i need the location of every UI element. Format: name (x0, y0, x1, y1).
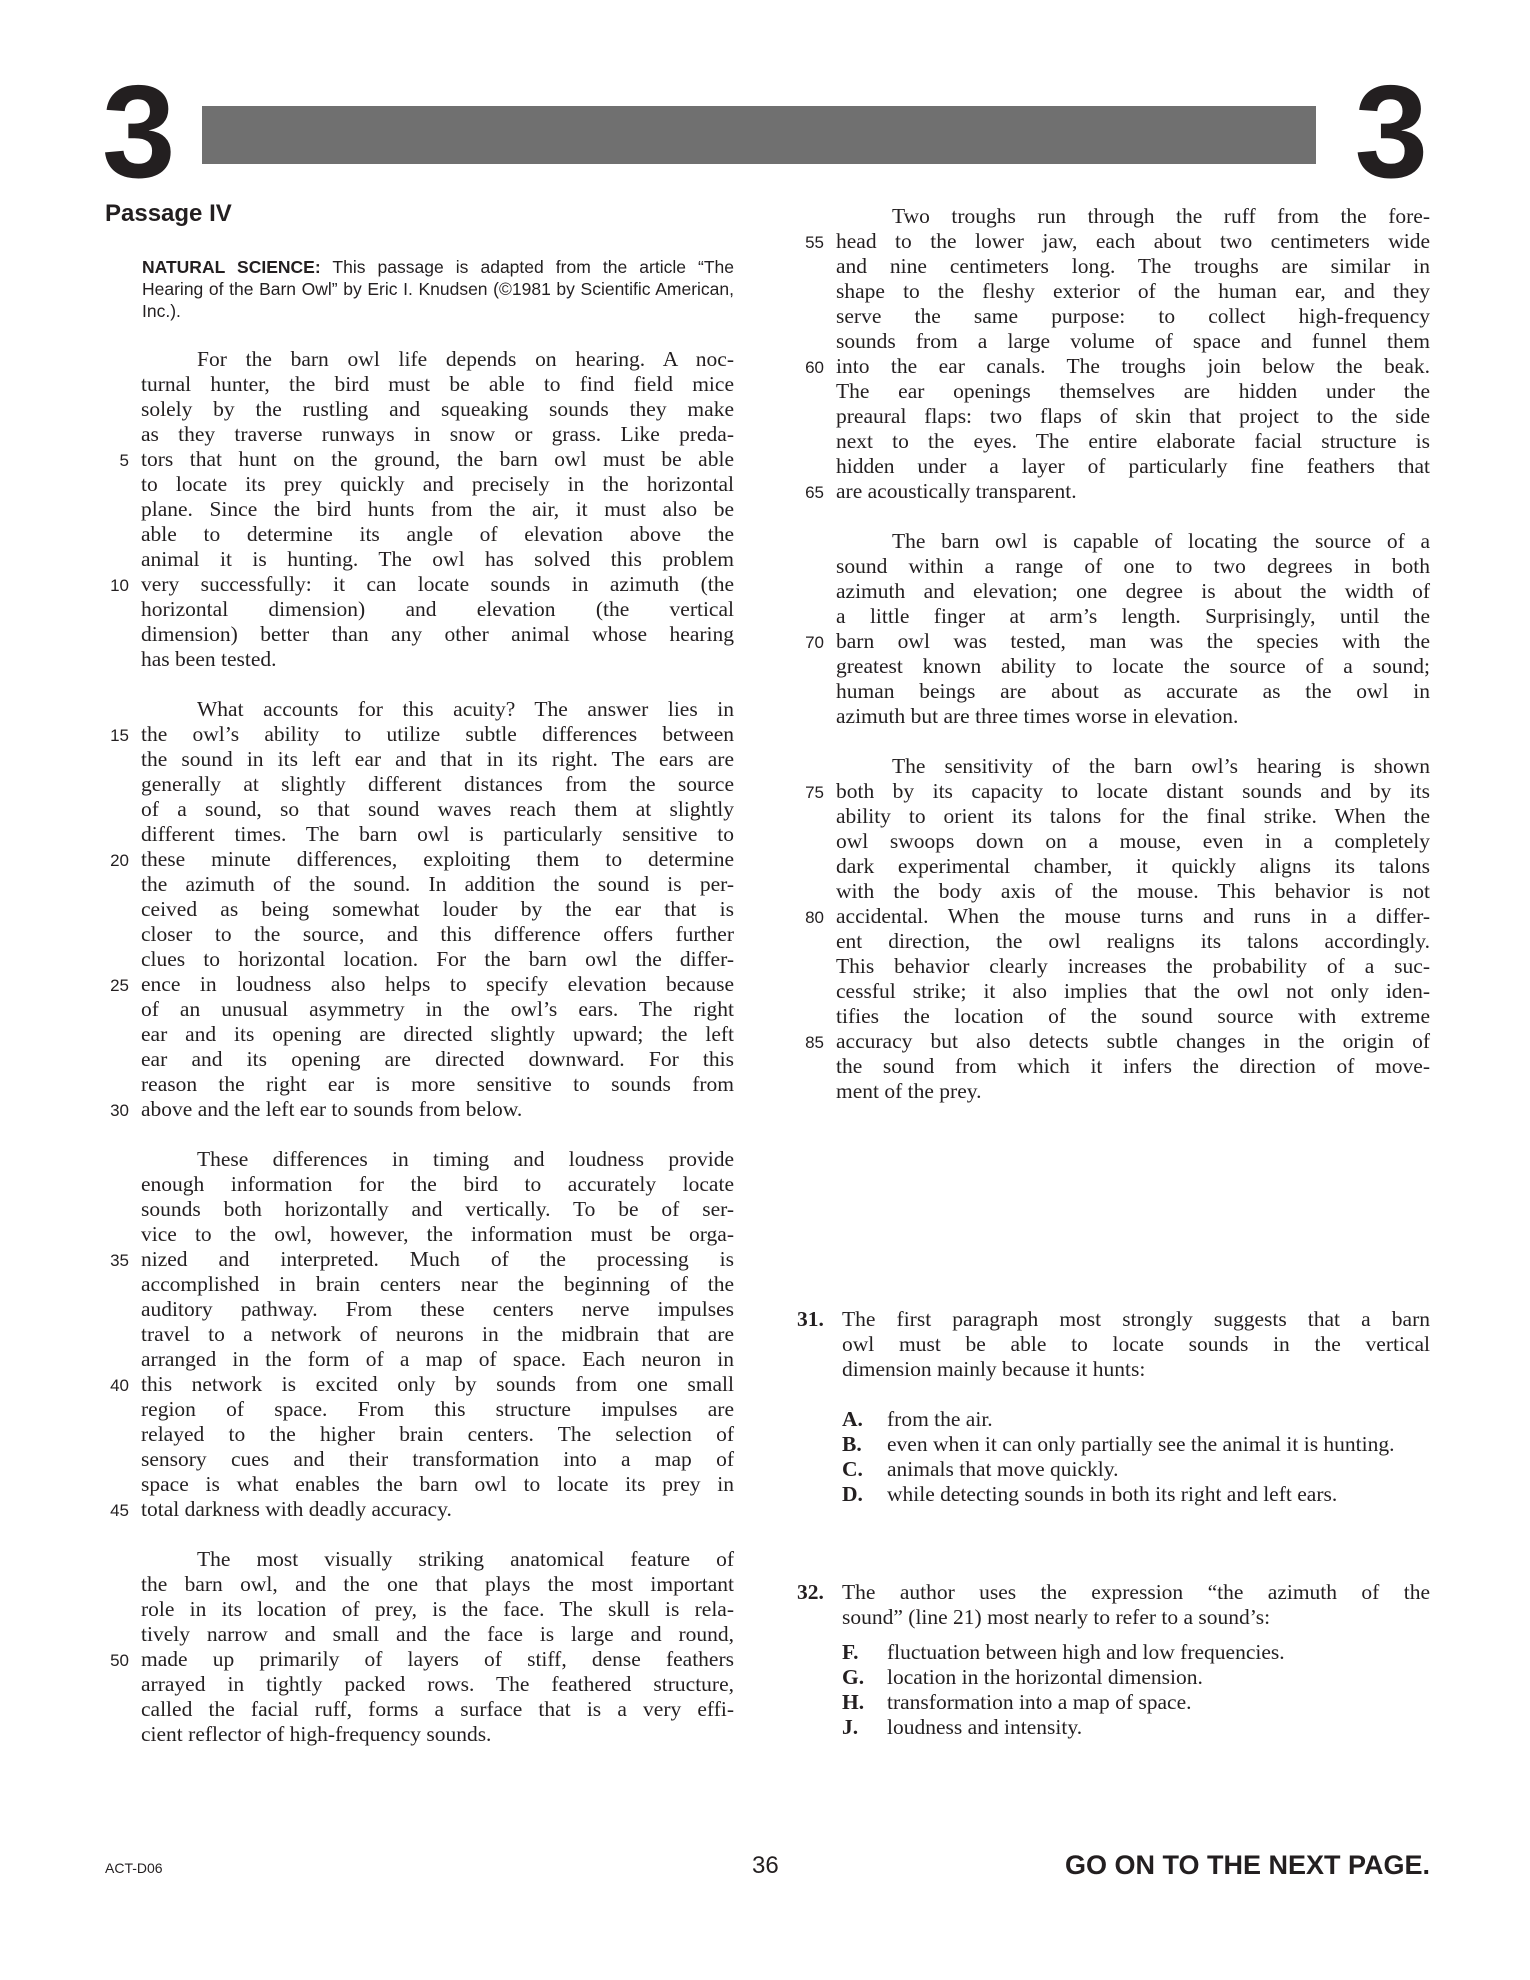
intro-label: NATURAL SCIENCE: (142, 257, 321, 277)
line-text: This behavior clearly increases the probability of a suc- (836, 954, 1430, 978)
line-number: 10 (110, 576, 129, 595)
line-number: 25 (110, 976, 129, 995)
passage-line (141, 1272, 734, 1297)
passage-line (141, 472, 734, 497)
passage-line (110, 1097, 734, 1122)
passage-line (141, 1047, 734, 1072)
line-text: a little finger at arm’s length. Surprisingly, until the (836, 604, 1430, 628)
line-text: different times. The barn owl is particularly sensitive to (141, 822, 734, 846)
line-text: The ear openings themselves are hidden under the (836, 379, 1430, 403)
line-text: sounds both horizontally and vertically. To be of ser- (141, 1197, 734, 1221)
passage-column-right (805, 204, 1430, 1104)
line-text: ear and its opening are directed slightly upward; the left (141, 1022, 734, 1046)
line-number: 50 (110, 1651, 129, 1670)
line-text: this network is excited only by sounds from one small (141, 1372, 734, 1396)
passage-line (141, 1722, 734, 1747)
line-text: generally at slightly different distances from the source (141, 772, 734, 796)
passage-line (141, 347, 734, 372)
passage-line (141, 1022, 734, 1047)
answer-options (797, 1640, 1430, 1740)
line-text: azimuth and elevation; one degree is about the width of (836, 579, 1430, 603)
option-text: from the air. (887, 1407, 993, 1431)
line-text: What accounts for this acuity? The answer lies in (197, 697, 734, 721)
line-text: into the ear canals. The troughs join below the beak. (836, 354, 1430, 378)
passage-line (110, 1372, 734, 1397)
passage-line (805, 629, 1430, 654)
passage-line (141, 1397, 734, 1422)
passage-line (141, 947, 734, 972)
line-number: 75 (805, 783, 824, 802)
line-text: Two troughs run through the ruff from the fore- (892, 204, 1430, 228)
line-number: 60 (805, 358, 824, 377)
line-text: barn owl was tested, man was the species with the (836, 629, 1430, 653)
passage-line (836, 254, 1430, 279)
passage-line (141, 922, 734, 947)
passage-line (141, 372, 734, 397)
line-text: greatest known ability to locate the source of a sound; (836, 654, 1430, 678)
option-text: fluctuation between high and low frequencies. (887, 1640, 1285, 1664)
line-text: accomplished in brain centers near the beginning of the (141, 1272, 734, 1296)
passage-line (141, 1697, 734, 1722)
line-text: sensory cues and their transformation into a map of (141, 1447, 734, 1471)
line-text: ment of the prey. (836, 1079, 982, 1103)
line-text: arranged in the form of a map of space. Each neuron in (141, 1347, 734, 1371)
line-text: ability to orient its talons for the final strike. When the (836, 804, 1430, 828)
passage-line (836, 579, 1430, 604)
line-text: preaural flaps: two flaps of skin that project to the side (836, 404, 1430, 428)
passage-line (141, 422, 734, 447)
passage-line (141, 872, 734, 897)
passage-line (836, 454, 1430, 479)
line-text: nized and interpreted. Much of the processing is (141, 1247, 734, 1271)
passage-line (141, 1347, 734, 1372)
line-text: plane. Since the bird hunts from the air, it must also be (141, 497, 734, 521)
paragraph-gap (141, 1122, 734, 1147)
line-number: 30 (110, 1101, 129, 1120)
line-text: hidden under a layer of particularly fine feathers that (836, 454, 1430, 478)
passage-line (110, 572, 734, 597)
line-text: has been tested. (141, 647, 277, 671)
line-text: solely by the rustling and squeaking sounds they make (141, 397, 734, 421)
line-number: 65 (805, 483, 824, 502)
passage-line (110, 972, 734, 997)
passage-line (805, 229, 1430, 254)
question-stem-line (842, 1357, 1430, 1382)
passage-line (836, 529, 1430, 554)
line-text: tively narrow and small and the face is large and round, (141, 1622, 734, 1646)
line-text: accuracy but also detects subtle changes in the origin of (836, 1029, 1430, 1053)
line-number: 70 (805, 633, 824, 652)
option-letter: F. (842, 1640, 859, 1664)
line-text: travel to a network of neurons in the midbrain that are (141, 1322, 734, 1346)
question-31 (797, 1307, 1430, 1507)
question-stem-line (842, 1580, 1430, 1605)
line-text: dimension) better than any other animal whose hearing (141, 622, 734, 646)
option-letter: D. (842, 1482, 863, 1506)
passage-line (110, 722, 734, 747)
line-number: 35 (110, 1251, 129, 1270)
passage-line (141, 497, 734, 522)
passage-line (141, 897, 734, 922)
option-letter: C. (842, 1457, 863, 1481)
passage-line (141, 1597, 734, 1622)
option-letter: A. (842, 1407, 863, 1431)
line-text: For the barn owl life depends on hearing. A noc- (197, 347, 734, 371)
line-text: role in its location of prey, is the face. The skull is rela- (141, 1597, 734, 1621)
passage-line (141, 1147, 734, 1172)
line-text: horizontal dimension) and elevation (the vertical (141, 597, 734, 621)
question-stem (797, 1307, 1430, 1382)
passage-line (836, 704, 1430, 729)
line-text: animal it is hunting. The owl has solved this problem (141, 547, 734, 571)
passage-line (141, 697, 734, 722)
line-number: 40 (110, 1376, 129, 1395)
line-text: serve the same purpose: to collect high-frequency (836, 304, 1430, 328)
line-number: 45 (110, 1501, 129, 1520)
line-text: ence in loudness also helps to specify elevation because (141, 972, 734, 996)
line-text: enough information for the bird to accurately locate (141, 1172, 734, 1196)
line-text: accidental. When the mouse turns and runs in a differ- (836, 904, 1430, 928)
passage-line (836, 954, 1430, 979)
passage-line (141, 1172, 734, 1197)
option-letter: J. (842, 1715, 859, 1739)
line-text: as they traverse runways in snow or grass. Like preda- (141, 422, 734, 446)
question-stem (797, 1580, 1430, 1630)
answer-option[interactable] (842, 1690, 1430, 1715)
line-text: to locate its prey quickly and precisely in the horizontal (141, 472, 734, 496)
answer-option[interactable] (842, 1482, 1430, 1507)
passage-line (805, 779, 1430, 804)
form-code: ACT-D06 (105, 1860, 163, 1876)
line-text: the azimuth of the sound. In addition the sound is per- (141, 872, 734, 896)
line-text: space is what enables the barn owl to locate its prey in (141, 1472, 734, 1496)
section-number-right: 3 (1354, 58, 1426, 205)
go-on-label: GO ON TO THE NEXT PAGE. (1064, 1850, 1430, 1880)
passage-line (141, 997, 734, 1022)
passage-line (110, 847, 734, 872)
passage-column-left (110, 347, 734, 1747)
passage-line (110, 1647, 734, 1672)
passage-line (836, 1054, 1430, 1079)
line-text: The barn owl is capable of locating the source of a (892, 529, 1430, 553)
passage-line (805, 354, 1430, 379)
line-text: called the facial ruff, forms a surface that is a very effi- (141, 1697, 734, 1721)
passage-line (141, 1547, 734, 1572)
line-text: and nine centimeters long. The troughs are similar in (836, 254, 1430, 278)
passage-line (836, 554, 1430, 579)
question-number: 31. (797, 1307, 824, 1331)
line-text: made up primarily of layers of stiff, dense feathers (141, 1647, 734, 1671)
answer-option[interactable] (842, 1715, 1430, 1740)
line-text: turnal hunter, the bird must be able to find field mice (141, 372, 734, 396)
passage-line (805, 904, 1430, 929)
option-text: location in the horizontal dimension. (887, 1665, 1203, 1689)
passage-line (141, 1222, 734, 1247)
passage-line (836, 929, 1430, 954)
passage-line (836, 604, 1430, 629)
line-text: sounds from a large volume of space and funnel them (836, 329, 1430, 353)
line-text: region of space. From this structure impulses are (141, 1397, 734, 1421)
passage-line (836, 279, 1430, 304)
passage-line (141, 597, 734, 622)
line-text: closer to the source, and this difference offers further (141, 922, 734, 946)
line-text: ear and its opening are directed downward. For this (141, 1047, 734, 1071)
line-text: shape to the fleshy exterior of the human ear, and they (836, 279, 1430, 303)
question-32 (797, 1580, 1430, 1740)
passage-line (141, 622, 734, 647)
passage-line (110, 1497, 734, 1522)
line-text: head to the lower jaw, each about two centimeters wide (836, 229, 1430, 253)
question-stem-text: sound” (line 21) most nearly to refer to a sound’s: (842, 1605, 1271, 1629)
option-text: transformation into a map of space. (887, 1690, 1192, 1714)
line-number: 85 (805, 1033, 824, 1052)
line-text: above and the left ear to sounds from below. (141, 1097, 523, 1121)
answer-option[interactable] (842, 1432, 1430, 1457)
line-number: 15 (110, 726, 129, 745)
line-text: the sound in its left ear and that in its right. The ears are (141, 747, 734, 771)
line-text: vice to the owl, however, the information must be orga- (141, 1222, 734, 1246)
passage-line (836, 854, 1430, 879)
line-text: are acoustically transparent. (836, 479, 1077, 503)
option-text: animals that move quickly. (887, 1457, 1119, 1481)
passage-line (836, 404, 1430, 429)
passage-line (141, 1322, 734, 1347)
passage-line (141, 397, 734, 422)
line-text: next to the eyes. The entire elaborate facial structure is (836, 429, 1430, 453)
option-letter: B. (842, 1432, 862, 1456)
paragraph-gap (836, 729, 1430, 754)
passage-line (836, 979, 1430, 1004)
passage-line (836, 304, 1430, 329)
passage-line (836, 204, 1430, 229)
line-number: 5 (119, 451, 129, 470)
passage-line (141, 547, 734, 572)
passage-line (141, 1422, 734, 1447)
passage-line (141, 797, 734, 822)
passage-line (119, 447, 734, 472)
line-text: cient reflector of high-frequency sounds. (141, 1722, 492, 1746)
option-text: while detecting sounds in both its right and left ears. (887, 1482, 1338, 1506)
passage-line (836, 379, 1430, 404)
line-text: azimuth but are three times worse in elevation. (836, 704, 1239, 728)
passage-line (805, 479, 1430, 504)
answer-options (797, 1407, 1430, 1507)
line-text: with the body axis of the mouse. This behavior is not (836, 879, 1430, 903)
line-text: ceived as being somewhat louder by the ear that is (141, 897, 734, 921)
question-stem-text: The author uses the expression “the azimuth of the (842, 1580, 1430, 1604)
question-stem-text: owl must be able to locate sounds in the vertical (842, 1332, 1430, 1356)
line-number: 80 (805, 908, 824, 927)
passage-line (836, 879, 1430, 904)
passage-line (836, 1004, 1430, 1029)
line-text: reason the right ear is more sensitive to sounds from (141, 1072, 734, 1096)
passage-line (836, 829, 1430, 854)
question-stem-text: The first paragraph most strongly suggests that a barn (842, 1307, 1430, 1331)
line-number: 55 (805, 233, 824, 252)
passage-line (836, 754, 1430, 779)
line-text: These differences in timing and loudness provide (197, 1147, 734, 1171)
passage-line (141, 1622, 734, 1647)
paragraph-gap (141, 672, 734, 697)
passage-line (141, 647, 734, 672)
line-text: the barn owl, and the one that plays the most important (141, 1572, 734, 1596)
line-text: human beings are about as accurate as the owl in (836, 679, 1430, 703)
passage-line (141, 1197, 734, 1222)
page-number: 36 (752, 1852, 779, 1879)
answer-option[interactable] (842, 1665, 1430, 1690)
passage-line (141, 522, 734, 547)
passage-line (141, 1672, 734, 1697)
line-text: total darkness with deadly accuracy. (141, 1497, 452, 1521)
line-text: the owl’s ability to utilize subtle differences between (141, 722, 734, 746)
paragraph-gap (836, 504, 1430, 529)
line-text: tifies the location of the sound source with extreme (836, 1004, 1430, 1028)
line-text: relayed to the higher brain centers. The selection of (141, 1422, 734, 1446)
passage-line (836, 429, 1430, 454)
option-text: loudness and intensity. (887, 1715, 1083, 1739)
line-text: owl swoops down on a mouse, even in a completely (836, 829, 1430, 853)
passage-line (836, 1079, 1430, 1104)
passage-line (141, 1447, 734, 1472)
line-text: the sound from which it infers the direction of move- (836, 1054, 1430, 1078)
question-stem-line (842, 1605, 1430, 1630)
line-text: The sensitivity of the barn owl’s hearing is shown (892, 754, 1430, 778)
intro-text: This passage is adapted from the article “The Hearing of the Barn Owl” by Eric I. Knudsen (©1981 by Scientific American, Inc.). (142, 257, 734, 321)
line-number: 20 (110, 851, 129, 870)
passage-line (141, 822, 734, 847)
passage-line (836, 654, 1430, 679)
passage-line (805, 1029, 1430, 1054)
passage-line (836, 804, 1430, 829)
line-text: of an unusual asymmetry in the owl’s ears. The right (141, 997, 734, 1021)
section-number-left: 3 (102, 58, 174, 205)
line-text: sound within a range of one to two degrees in both (836, 554, 1430, 578)
line-text: these minute differences, exploiting them to determine (141, 847, 734, 871)
line-text: auditory pathway. From these centers nerve impulses (141, 1297, 734, 1321)
answer-option[interactable] (842, 1457, 1430, 1482)
answer-option[interactable] (842, 1407, 1430, 1432)
question-stem-line (842, 1307, 1430, 1332)
option-letter: G. (842, 1665, 865, 1689)
header-bar (202, 106, 1316, 164)
line-text: cessful strike; it also implies that the owl not only iden- (836, 979, 1430, 1003)
line-text: of a sound, so that sound waves reach them at slightly (141, 797, 734, 821)
passage-intro (142, 256, 734, 322)
passage-line (141, 747, 734, 772)
line-text: tors that hunt on the ground, the barn owl must be able (141, 447, 734, 471)
passage-line (110, 1247, 734, 1272)
question-number: 32. (797, 1580, 824, 1604)
passage-line (141, 1572, 734, 1597)
passage-line (141, 772, 734, 797)
paragraph-gap (141, 1522, 734, 1547)
line-text: dark experimental chamber, it quickly aligns its talons (836, 854, 1430, 878)
line-text: ent direction, the owl realigns its talons accordingly. (836, 929, 1430, 953)
line-text: clues to horizontal location. For the barn owl the differ- (141, 947, 734, 971)
passage-title: Passage IV (105, 200, 232, 227)
question-stem-text: dimension mainly because it hunts: (842, 1357, 1146, 1381)
passage-line (141, 1072, 734, 1097)
passage-line (836, 679, 1430, 704)
line-text: both by its capacity to locate distant sounds and by its (836, 779, 1430, 803)
passage-line (836, 329, 1430, 354)
line-text: very successfully: it can locate sounds in azimuth (the (141, 572, 734, 596)
passage-line (141, 1472, 734, 1497)
passage-line (141, 1297, 734, 1322)
question-stem-line (842, 1332, 1430, 1357)
option-letter: H. (842, 1690, 865, 1714)
option-text: even when it can only partially see the animal it is hunting. (887, 1432, 1395, 1456)
line-text: arrayed in tightly packed rows. The feathered structure, (141, 1672, 734, 1696)
line-text: able to determine its angle of elevation above the (141, 522, 734, 546)
line-text: The most visually striking anatomical feature of (197, 1547, 734, 1571)
answer-option[interactable] (842, 1640, 1430, 1665)
